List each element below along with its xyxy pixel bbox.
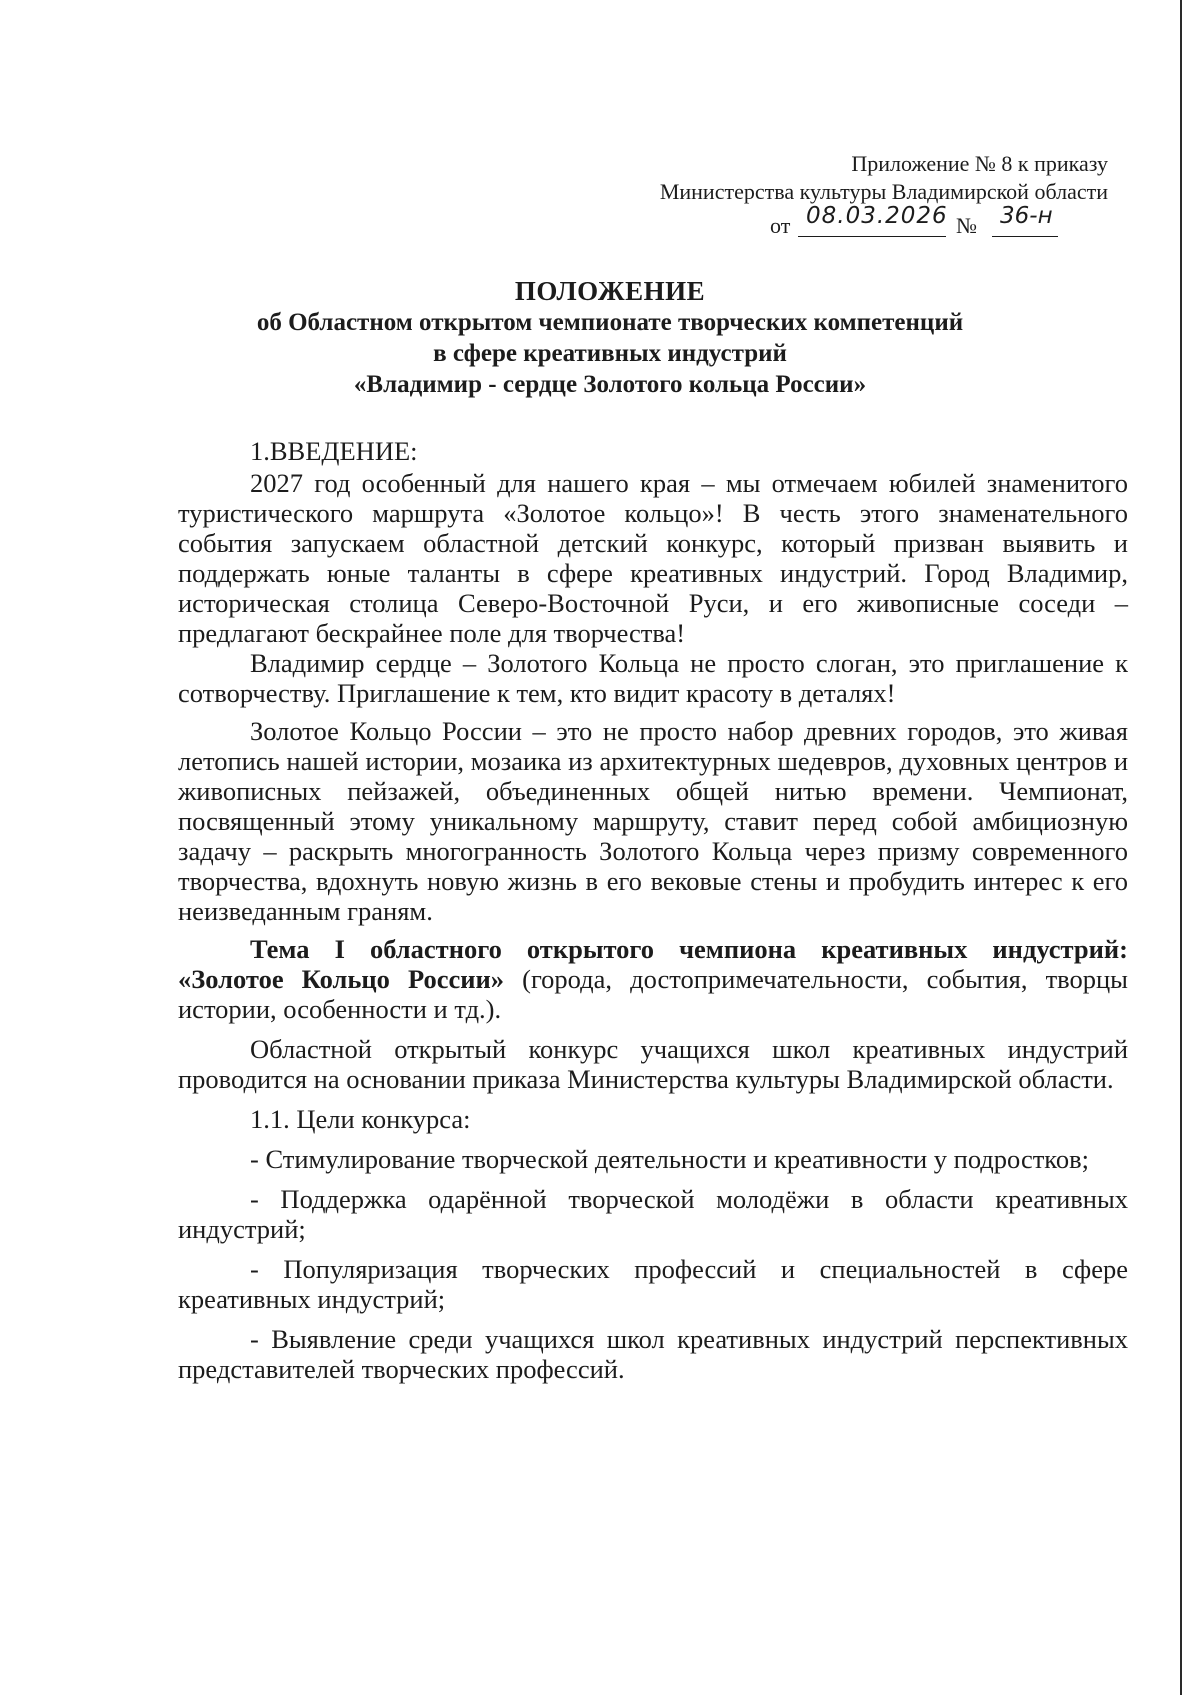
title-line-3: в сфере креативных индустрий	[433, 340, 787, 367]
goal-item-4: - Выявление среди учащихся школ креативных индустрий перспективных представителей творческих профессий.	[178, 1324, 1128, 1384]
paragraph-3: Золотое Кольцо России – это не просто набор древних городов, это живая летопись нашей истории, мозаика из архитектурных шедевров, духовных центров и живописных пейзажей, объединенных общей нитью времени. Чемпионат, посвященный этому уникальному маршруту, ставит перед собой амбициозную задачу – раскрыть многогранность Золотого Кольца через призму современного творчества, вдохнуть новую жизнь в его вековые стены и пробудить интерес к его неизведанным граням.	[178, 716, 1128, 926]
goals-heading: 1.1. Цели конкурса:	[250, 1104, 471, 1134]
handwritten-number: 36-н	[1000, 203, 1053, 229]
header-date-number	[548, 203, 1108, 242]
goal-item-3: - Популяризация творческих профессий и специальностей в сфере креативных индустрий;	[178, 1254, 1128, 1314]
theme-bold-text: Тема I областного открытого чемпиона креативных индустрий: «Золотое Кольцо России»	[178, 934, 1128, 994]
paragraph-2: Владимир сердце – Золотого Кольца не просто слоган, это приглашение к сотворчеству. Приглашение к тем, кто видит красоту в деталях!	[178, 648, 1128, 708]
goal-item-1: - Стимулирование творческой деятельности и креативности у подростков;	[250, 1144, 1089, 1174]
paragraph-theme	[178, 934, 1128, 1024]
document-header	[548, 150, 1108, 242]
date-underline	[798, 236, 946, 237]
title-main: ПОЛОЖЕНИЕ	[514, 276, 706, 306]
title-line-4: «Владимир - сердце Золотого кольца России»	[353, 371, 867, 398]
title-line-2: об Областном открытом чемпионате творческих компетенций	[256, 309, 964, 336]
section-heading-introduction: 1.ВВЕДЕНИЕ:	[250, 436, 418, 466]
page-edge-line	[1180, 0, 1182, 1695]
paragraph-5: Областной открытый конкурс учащихся школ креативных индустрий проводится на основании приказа Министерства культуры Владимирской области.	[178, 1034, 1128, 1094]
handwritten-date: 08.03.2026	[806, 203, 948, 229]
document-title	[180, 276, 1040, 400]
header-appendix-line: Приложение № 8 к приказу	[851, 151, 1108, 176]
paragraph-1: 2027 год особенный для нашего края – мы отмечаем юбилей знаменитого туристического маршрута «Золотое кольцо»! В честь этого знаменательного события запускаем областной детский конкурс, который призван выявить и поддержать юные таланты в сфере креативных индустрий. Город Владимир, историческая столица Северо-Восточной Руси, и его живописные соседи – предлагают бескрайнее поле для творчества!	[178, 468, 1128, 648]
header-ot-label: от	[770, 213, 791, 238]
header-ministry-line: Министерства культуры Владимирской области	[659, 179, 1108, 204]
number-underline	[992, 236, 1058, 237]
theme-rest-text: (города, достопримечательности, события, творцы истории, особенности и тд.).	[178, 964, 1128, 1024]
document-body	[178, 436, 1128, 1384]
goal-item-2: - Поддержка одарённой творческой молодёжи в области креативных индустрий;	[178, 1184, 1128, 1244]
header-number-sign: №	[956, 213, 977, 238]
